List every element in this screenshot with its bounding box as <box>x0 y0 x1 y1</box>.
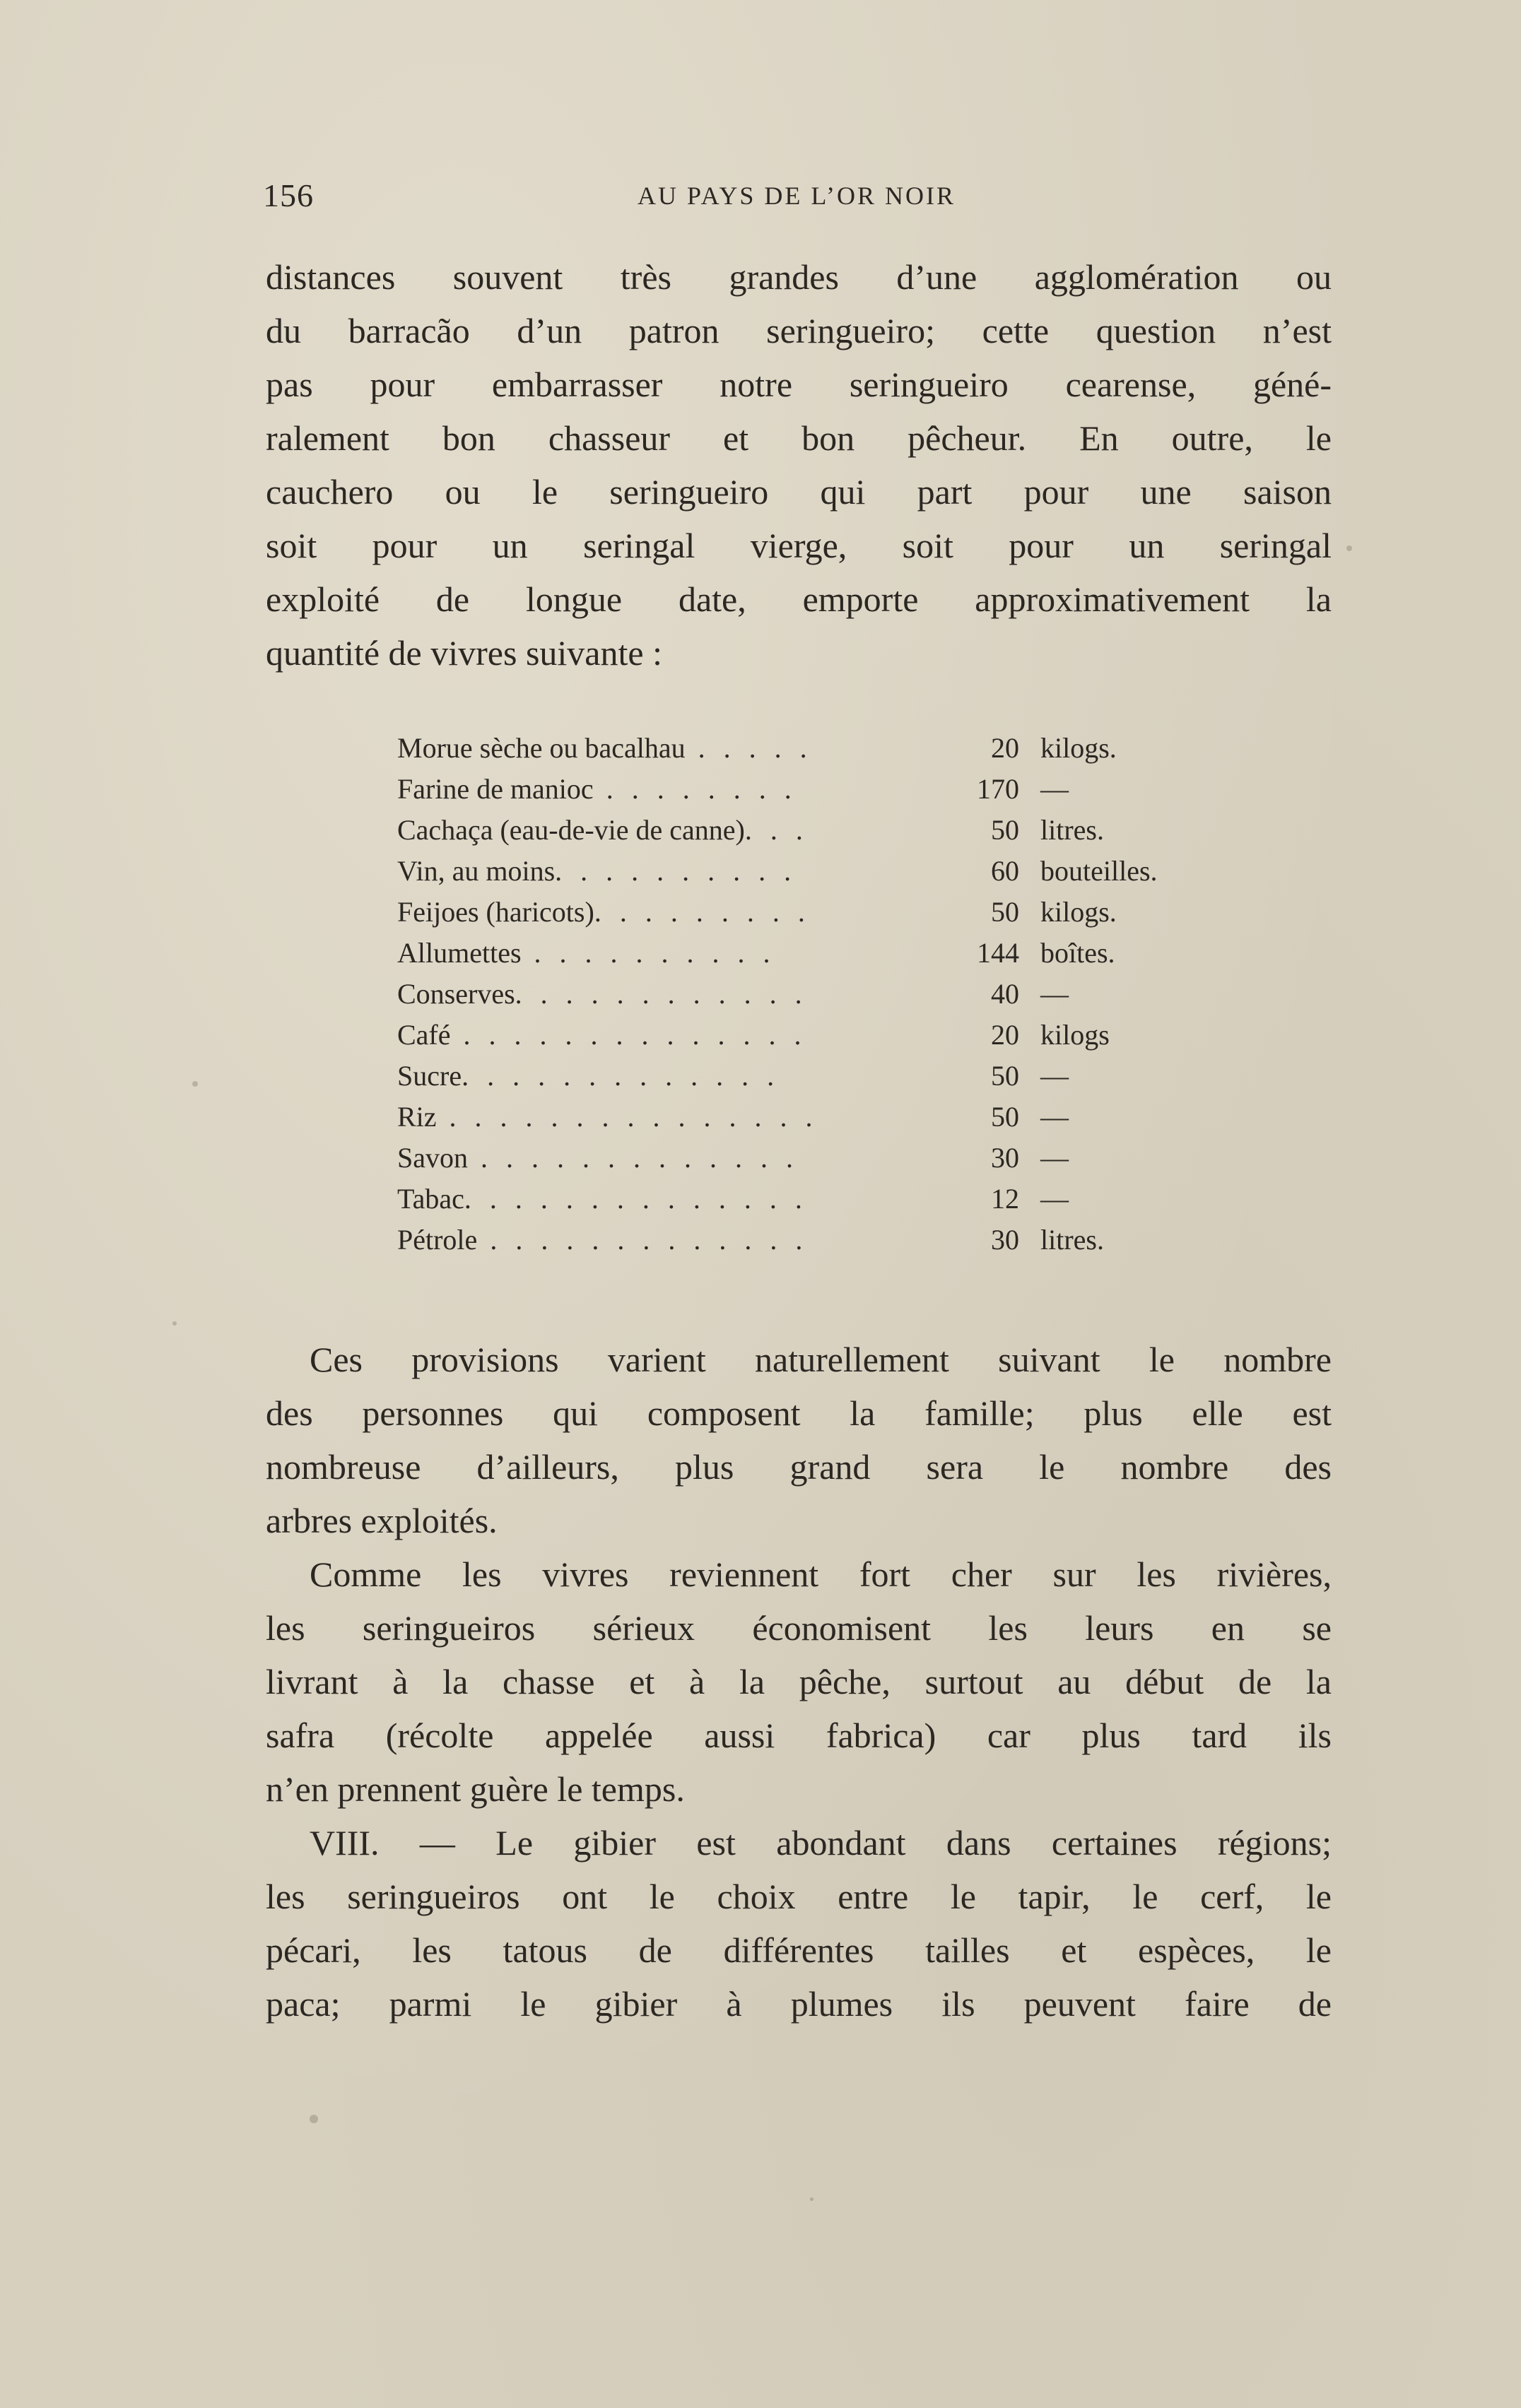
running-title: AU PAYS DE L’OR NOIR <box>637 182 956 210</box>
provision-unit: — <box>1040 1183 1069 1215</box>
provision-unit: — <box>1040 978 1069 1010</box>
paper-speck <box>810 2197 814 2201</box>
text-line: cauchero ou le seringueiro qui part pour une saison <box>266 472 1332 512</box>
provision-quantity: 60 <box>991 855 1019 887</box>
text-line: paca; parmi le gibier à plumes ils peuvent faire de <box>266 1984 1332 2024</box>
text-line: exploité de longue date, emporte approximativement la <box>266 579 1332 619</box>
text-line: n’en prennent guère le temps. <box>266 1769 685 1809</box>
table-row <box>397 769 1196 810</box>
provision-unit: — <box>1040 1142 1069 1174</box>
text-line: pas pour embarrasser notre seringueiro cearense, géné- <box>266 365 1332 404</box>
table-row <box>397 1015 1196 1056</box>
provision-item: Conserves. . . . . . . . . . . . <box>397 978 808 1010</box>
provision-item: Café . . . . . . . . . . . . . . <box>397 1019 807 1051</box>
provision-unit: — <box>1040 1101 1069 1133</box>
provision-item: Farine de manioc . . . . . . . . <box>397 773 797 805</box>
provision-quantity: 50 <box>991 814 1019 846</box>
provision-item: Savon . . . . . . . . . . . . . <box>397 1142 799 1174</box>
provision-unit: bouteilles. <box>1040 855 1158 887</box>
text-line: pécari, les tatous de différentes tailles et espèces, le <box>266 1930 1332 1970</box>
provision-item: Vin, au moins. . . . . . . . . . <box>397 855 797 887</box>
text-line: quantité de vivres suivante : <box>266 633 662 673</box>
text-line: des personnes qui composent la famille; plus elle est <box>266 1393 1332 1433</box>
table-row <box>397 1220 1196 1261</box>
provision-unit: kilogs <box>1040 1019 1110 1051</box>
provision-quantity: 20 <box>991 732 1019 764</box>
text-line: livrant à la chasse et à la pêche, surtout au début de la <box>266 1662 1332 1701</box>
text-line: ralement bon chasseur et bon pêcheur. En outre, le <box>266 418 1332 458</box>
text-line: Ces provisions varient naturellement suivant le nombre <box>310 1340 1332 1379</box>
text-line: nombreuse d’ailleurs, plus grand sera le nombre des <box>266 1447 1332 1487</box>
table-row <box>397 728 1196 769</box>
text-line: les seringueiros sérieux économisent les leurs en se <box>266 1608 1332 1648</box>
provision-quantity: 30 <box>991 1142 1019 1174</box>
paragraph-4 <box>266 1816 1332 2031</box>
provision-quantity: 50 <box>991 1060 1019 1092</box>
provision-item: Riz . . . . . . . . . . . . . . . <box>397 1101 818 1133</box>
provision-unit: litres. <box>1040 1224 1104 1256</box>
provision-unit: — <box>1040 1060 1069 1092</box>
provision-item: Sucre. . . . . . . . . . . . . <box>397 1060 780 1092</box>
provisions-table <box>397 728 1196 1261</box>
table-row <box>397 1179 1196 1220</box>
paper-speck <box>1346 545 1352 551</box>
provision-unit: kilogs. <box>1040 732 1117 764</box>
provision-item: Tabac. . . . . . . . . . . . . . <box>397 1183 808 1215</box>
paper-speck <box>192 1081 198 1087</box>
table-row <box>397 1138 1196 1179</box>
text-line: arbres exploités. <box>266 1501 498 1540</box>
table-row <box>397 1097 1196 1138</box>
text-line: safra (récolte appelée aussi fabrica) car plus tard ils <box>266 1716 1332 1755</box>
paragraph-2 <box>266 1333 1332 1547</box>
provision-quantity: 30 <box>991 1224 1019 1256</box>
paper-speck <box>172 1321 177 1326</box>
text-line: soit pour un seringal vierge, soit pour un seringal <box>266 526 1332 565</box>
table-row <box>397 933 1196 974</box>
provision-unit: litres. <box>1040 814 1104 846</box>
page-header <box>263 177 1330 226</box>
provision-unit: — <box>1040 773 1069 805</box>
paragraph-3 <box>266 1547 1332 1816</box>
table-row <box>397 810 1196 851</box>
text-line: distances souvent très grandes d’une agglomération ou <box>266 257 1332 297</box>
provision-quantity: 12 <box>991 1183 1019 1215</box>
text-line: les seringueiros ont le choix entre le tapir, le cerf, le <box>266 1877 1332 1916</box>
paper-speck <box>310 2115 318 2123</box>
provision-item: Morue sèche ou bacalhau . . . . . <box>397 732 813 764</box>
text-line: du barracão d’un patron seringueiro; cette question n’est <box>266 311 1332 350</box>
provision-quantity: 40 <box>991 978 1019 1010</box>
provision-unit: boîtes. <box>1040 937 1115 969</box>
provision-quantity: 20 <box>991 1019 1019 1051</box>
provision-quantity: 50 <box>991 896 1019 928</box>
table-row <box>397 1056 1196 1097</box>
text-line: VIII. — Le gibier est abondant dans certaines régions; <box>310 1823 1332 1863</box>
provision-unit: kilogs. <box>1040 896 1117 928</box>
provision-quantity: 50 <box>991 1101 1019 1133</box>
provision-item: Feijoes (haricots). . . . . . . . . <box>397 896 811 928</box>
table-row <box>397 851 1196 892</box>
table-row <box>397 892 1196 933</box>
provision-item: Allumettes . . . . . . . . . . <box>397 937 776 969</box>
table-row <box>397 974 1196 1015</box>
provision-item: Pétrole . . . . . . . . . . . . . <box>397 1224 809 1256</box>
page-number: 156 <box>263 177 314 213</box>
provision-quantity: 144 <box>977 937 1019 969</box>
text-line: Comme les vivres reviennent fort cher sur les rivières, <box>310 1554 1332 1594</box>
paragraph-1 <box>266 250 1332 680</box>
provision-item: Cachaça (eau-de-vie de canne). . . <box>397 814 809 846</box>
provision-quantity: 170 <box>977 773 1019 805</box>
